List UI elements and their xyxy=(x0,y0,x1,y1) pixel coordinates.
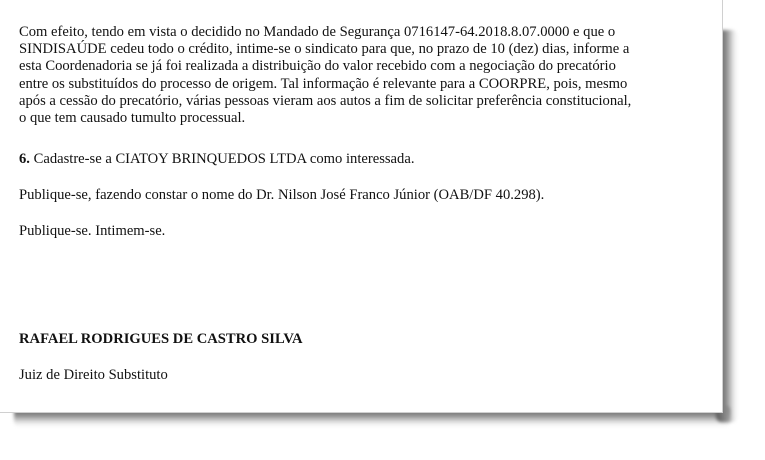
paragraph-line: após a cessão do precatório, várias pessoas vieram aos autos a fim de solicitar preferência constitucional, xyxy=(19,92,632,109)
item-number: 6. xyxy=(19,151,30,167)
paragraph-line: entre os substituídos do processo de origem. Tal informação é relevante para a COORPRE, pois, mesmo xyxy=(19,75,628,92)
paragraph-line: esta Coordenadoria se já foi realizada a distribuição do valor recebido com a negociação do precatório xyxy=(19,58,616,75)
paragraph-item-6 xyxy=(19,151,414,168)
paragraph-publish-intimate: Publique-se. Intimem-se. xyxy=(19,223,166,239)
item-6-text: Cadastre-se a CIATOY BRINQUEDOS LTDA como interessada. xyxy=(29,151,415,167)
paragraph-line: o que tem causado tumulto processual. xyxy=(19,110,246,127)
paragraph-decision xyxy=(19,24,631,127)
signature-role: Juiz de Direito Substituto xyxy=(19,367,168,383)
paragraph-publish-name: Publique-se, fazendo constar o nome do Dr. Nilson José Franco Júnior (OAB/DF 40.298). xyxy=(19,187,545,203)
paragraph-line: SINDISAÚDE cedeu todo o crédito, intime-se o sindicato para que, no prazo de 10 (dez) dias, informe a xyxy=(19,41,630,58)
paragraph-line: Com efeito, tendo em vista o decidido no Mandado de Segurança 0716147-64.2018.8.07.0000 e que o xyxy=(19,24,616,40)
signature-name: RAFAEL RODRIGUES DE CASTRO SILVA xyxy=(19,331,303,347)
